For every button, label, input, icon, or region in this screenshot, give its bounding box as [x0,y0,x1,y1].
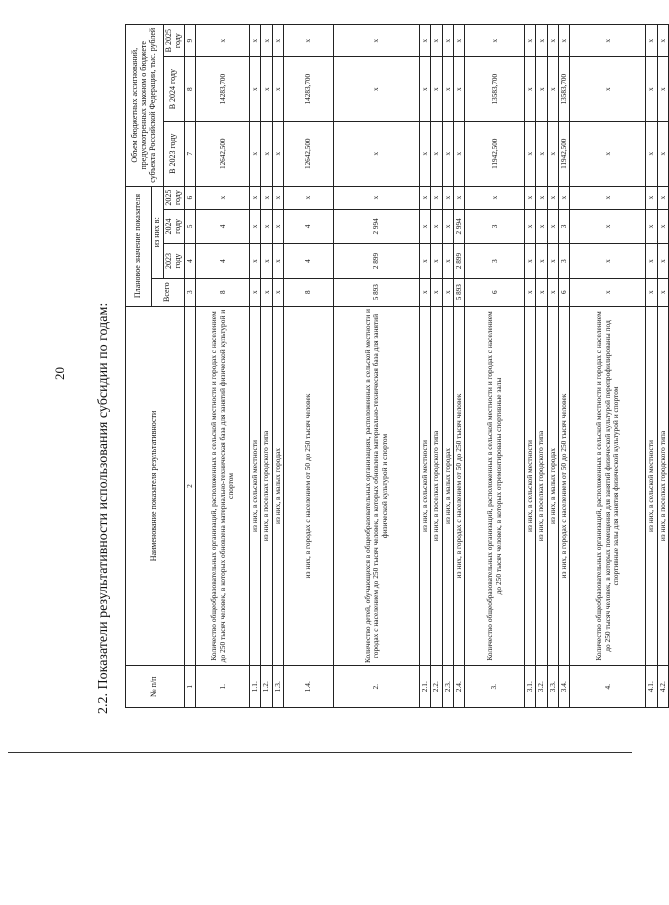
indicator-value: х [570,57,646,122]
indicator-value: х [657,209,668,244]
indicator-value: х [465,25,525,57]
indicator-value: х [453,25,464,57]
indicator-value: х [657,121,668,186]
header-num: № п/п [126,666,185,708]
indicator-value: 12642,500 [283,121,333,186]
indicator-name: из них, в сельской местности [525,306,536,666]
indicator-value: х [547,25,558,57]
indicator-value: х [536,57,547,122]
row-number: 1.4. [283,666,333,708]
header-budget-2025: В 2025 году [163,25,184,57]
indicator-value: х [570,244,646,279]
indicator-value: 3 [465,244,525,279]
indicator-value: 3 [558,209,569,244]
table-row [272,25,283,708]
indicator-value: х [272,25,283,57]
header-2023: 2023 году [163,244,184,279]
indicator-value: 4 [196,209,250,244]
indicator-value: х [272,186,283,209]
indicator-name: из них, в городах с населением от 50 до 250 тысяч человек [283,306,333,666]
indicator-name: Количество детей, обучающихся в общеобразовательных организациях, расположенных в сельской местности и городах с населением до 250 тысяч человек, в которых обновлена материально-техническая база для занятий физической культурой и спортом [333,306,419,666]
indicator-value: 3 [465,209,525,244]
indicator-value: х [536,25,547,57]
row-number: 3.4. [558,666,569,708]
row-number: 3.2. [536,666,547,708]
indicator-value: х [272,121,283,186]
indicator-value: х [250,25,261,57]
indicator-value: 8 [283,278,333,306]
row-number: 4.2. [657,666,668,708]
indicator-value: х [250,121,261,186]
rotated-page [30,20,667,720]
row-number: 3.3. [547,666,558,708]
indicator-value: х [431,209,442,244]
results-table [125,24,669,708]
header-2024: 2024 году [163,209,184,244]
indicator-value: х [570,186,646,209]
indicator-value: х [419,121,430,186]
indicator-value: 2 994 [453,209,464,244]
row-number: 2. [333,666,419,708]
table-row [536,25,547,708]
indicator-value: х [547,209,558,244]
indicator-value: х [250,186,261,209]
table-row [465,25,525,708]
indicator-value: х [536,209,547,244]
table-row [547,25,558,708]
indicator-value: х [261,209,272,244]
col-number: 1 [184,666,195,708]
indicator-value: 2 994 [333,209,419,244]
indicator-value: х [431,25,442,57]
indicator-name: из них, в городах с населением от 50 до 250 тысяч человек [558,306,569,666]
indicator-value: 11942,500 [558,121,569,186]
indicator-value: х [196,25,250,57]
indicator-value: х [442,57,453,122]
indicator-value: х [442,121,453,186]
indicator-value: 2 899 [333,244,419,279]
row-number: 2.1. [419,666,430,708]
indicator-value: 13583,700 [465,57,525,122]
indicator-name: из них, в поселках городского типа [261,306,272,666]
indicator-value: х [261,25,272,57]
indicator-name: из них, в поселках городского типа [657,306,668,666]
indicator-value: х [442,186,453,209]
indicator-name: из них, в малых городах [547,306,558,666]
indicator-value: 14283,700 [196,57,250,122]
header-of-which: из них в: [152,186,164,278]
indicator-value: х [431,121,442,186]
indicator-value: х [261,57,272,122]
indicator-value: х [419,57,430,122]
col-number: 4 [184,244,195,279]
indicator-value: х [547,186,558,209]
indicator-value: х [333,25,419,57]
indicator-value: х [431,244,442,279]
indicator-value: х [419,244,430,279]
indicator-value: х [570,278,646,306]
indicator-value: х [272,57,283,122]
indicator-value: 14283,700 [283,57,333,122]
col-number: 3 [184,278,195,306]
indicator-value: х [646,186,657,209]
row-number: 1.1. [250,666,261,708]
indicator-value: х [272,209,283,244]
scan-edge-line [8,752,632,753]
table-row [442,25,453,708]
indicator-value: х [419,186,430,209]
row-number: 3. [465,666,525,708]
indicator-value: х [196,186,250,209]
table-row [250,25,261,708]
page-number: 20 [52,367,67,380]
indicator-value: х [333,121,419,186]
indicator-name: Количество общеобразовательных организаций, расположенных в сельской местности и городах с населением до 250 тысяч человек, в которых помещения для занятий физической культурой перепрофилированы под спортивные залы для занятия физической культурой и спортом [570,306,646,666]
indicator-name: из них, в сельской местности [419,306,430,666]
indicator-value: х [558,25,569,57]
row-number: 3.1. [525,666,536,708]
indicator-value: х [646,209,657,244]
indicator-name: из них, в поселках городского типа [536,306,547,666]
indicator-value: х [646,244,657,279]
indicator-value: х [250,278,261,306]
table-row [261,25,272,708]
row-number: 2.4. [453,666,464,708]
indicator-value: х [419,278,430,306]
indicator-value: 3 [558,244,569,279]
indicator-value: х [536,278,547,306]
indicator-value: х [657,186,668,209]
header-total: Всего [152,278,185,306]
indicator-name: из них, в малых городах [442,306,453,666]
indicator-value: х [261,186,272,209]
indicator-value: х [525,186,536,209]
indicator-value: 6 [558,278,569,306]
col-number: 8 [184,57,195,122]
indicator-value: х [657,57,668,122]
indicator-value: х [333,186,419,209]
indicator-value: х [261,121,272,186]
indicator-value: х [657,25,668,57]
indicator-value: х [646,25,657,57]
table-row [657,25,668,708]
indicator-value: 2 899 [453,244,464,279]
indicator-value: х [272,244,283,279]
table-row [419,25,430,708]
table-row [333,25,419,708]
row-number: 1.2. [261,666,272,708]
indicator-name: Количество общеобразовательных организаций, расположенных в сельской местности и городах с населением до 250 тысяч человек, в которых отремонтированы спортивные залы [465,306,525,666]
indicator-value: 4 [196,244,250,279]
table-row [558,25,569,708]
indicator-value: х [442,278,453,306]
indicator-name: из них, в поселках городского типа [431,306,442,666]
indicator-value: 8 [196,278,250,306]
table-row [196,25,250,708]
indicator-value: х [547,57,558,122]
indicator-value: х [431,278,442,306]
indicator-value: х [525,278,536,306]
indicator-value: х [525,57,536,122]
header-budget: Объем бюджетных ассигнований, предусмотренных законом о бюджете субъекта Российской Федерации, тыс. рублей [126,25,164,187]
indicator-value: х [570,25,646,57]
indicator-value: х [283,186,333,209]
indicator-value: х [525,121,536,186]
col-number: 7 [184,121,195,186]
indicator-value: х [250,57,261,122]
indicator-value: х [536,186,547,209]
indicator-value: 5 893 [453,278,464,306]
indicator-value: х [536,244,547,279]
indicator-value: х [250,244,261,279]
header-budget-2024: В 2024 году [163,57,184,122]
indicator-value: х [250,209,261,244]
indicator-value: х [525,209,536,244]
table-row [570,25,646,708]
indicator-value: х [536,121,547,186]
header-budget-2023: В 2023 году [163,121,184,186]
row-number: 2.3. [442,666,453,708]
indicator-value: х [442,25,453,57]
row-number: 2.2. [431,666,442,708]
column-number-row [184,25,195,708]
header-plan: Плановое значение показателя [126,186,152,306]
indicator-value: х [646,57,657,122]
indicator-value: х [261,278,272,306]
indicator-value: х [442,209,453,244]
col-number: 6 [184,186,195,209]
indicator-value: х [453,186,464,209]
table-row [431,25,442,708]
indicator-value: х [431,57,442,122]
col-number: 2 [184,306,195,666]
indicator-value: 12642,500 [196,121,250,186]
indicator-value: х [547,278,558,306]
indicator-value: 5 893 [333,278,419,306]
indicator-value: х [453,57,464,122]
indicator-value: х [431,186,442,209]
indicator-value: х [646,278,657,306]
indicator-value: х [419,209,430,244]
header-2025: 2025 году [163,186,184,209]
row-number: 4. [570,666,646,708]
indicator-name: из них, в городах с населением от 50 до 250 тысяч человек [453,306,464,666]
row-number: 4.1. [646,666,657,708]
indicator-value: х [646,121,657,186]
indicator-value: х [453,121,464,186]
table-row [525,25,536,708]
indicator-name: из них, в сельской местности [250,306,261,666]
indicator-value: 4 [283,244,333,279]
indicator-value: х [657,278,668,306]
indicator-value: х [525,25,536,57]
indicator-value: х [272,278,283,306]
indicator-name: из них, в сельской местности [646,306,657,666]
indicator-value: х [442,244,453,279]
indicator-value: х [547,121,558,186]
table-row [453,25,464,708]
indicator-name: Количество общеобразовательных организаций, расположенных в сельской местности и городах с населением до 250 тысяч человек, в которых обновлена материально-техническая база для занятий физической культурой и спортом [196,306,250,666]
indicator-value: х [570,121,646,186]
row-number: 1. [196,666,250,708]
indicator-value: х [333,57,419,122]
col-number: 9 [184,25,195,57]
table-row [646,25,657,708]
indicator-value: 4 [283,209,333,244]
indicator-name: из них, в малых городах [272,306,283,666]
row-number: 1.3. [272,666,283,708]
indicator-value: х [657,244,668,279]
indicator-value: х [283,25,333,57]
col-number: 5 [184,209,195,244]
indicator-value: х [419,25,430,57]
indicator-value: 11942,500 [465,121,525,186]
indicator-value: х [547,244,558,279]
table-row [283,25,333,708]
indicator-value: х [465,186,525,209]
indicator-value: х [525,244,536,279]
header-name: Наименование показателя результативности [126,306,185,666]
indicator-value: х [570,209,646,244]
indicator-value: х [261,244,272,279]
section-heading: 2.2. Показатели результативности использования субсидии по годам: [96,302,111,714]
indicator-value: 6 [465,278,525,306]
indicator-value: 13583,700 [558,57,569,122]
indicator-value: х [558,186,569,209]
